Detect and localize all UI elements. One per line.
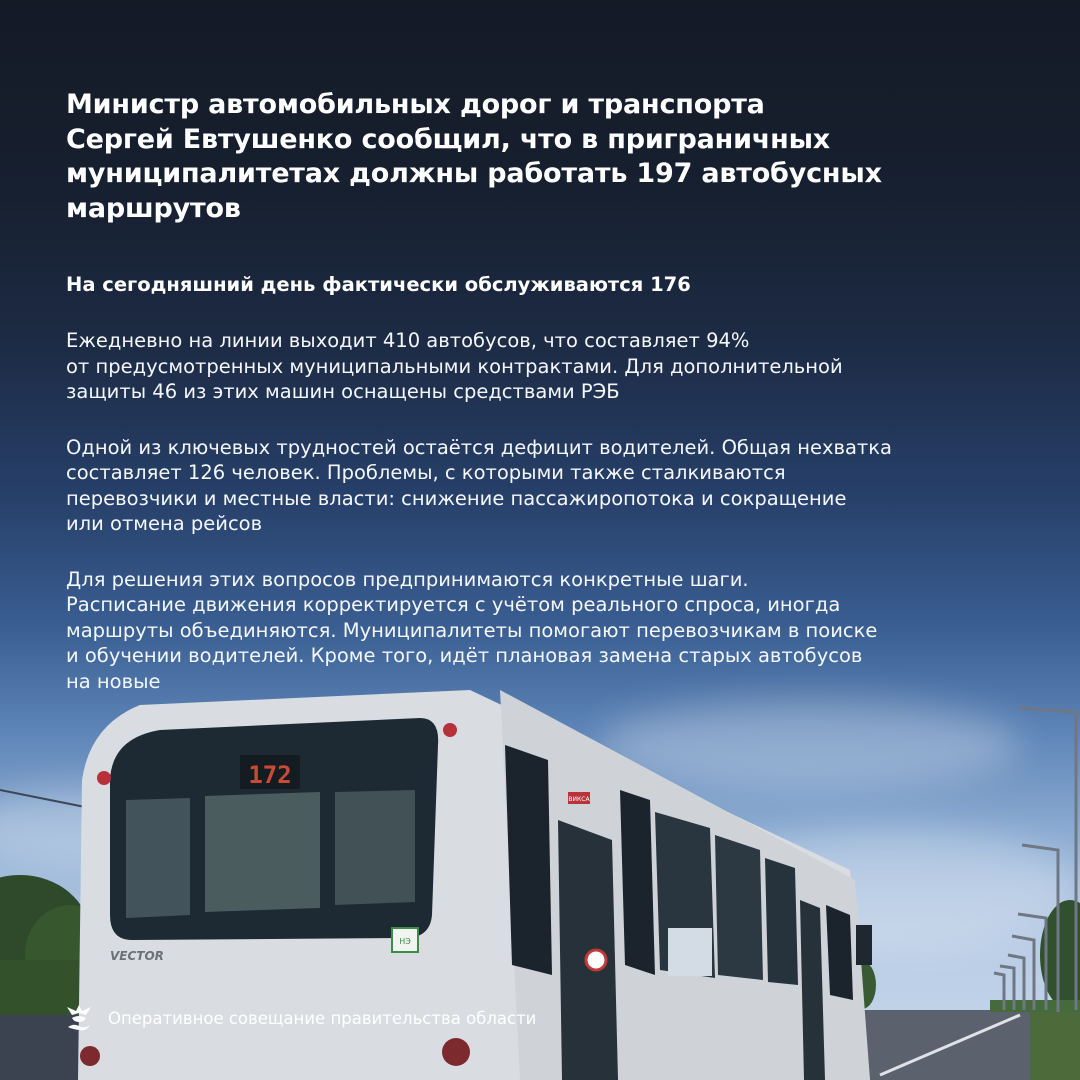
route-card <box>668 928 712 976</box>
route-number-display: 172 <box>248 761 292 789</box>
window-sticker-label: ВИКСА <box>568 796 590 803</box>
bird-emblem-icon <box>64 1003 94 1033</box>
footer-source-label: Оперативное совещание правительства области <box>108 1008 537 1028</box>
paragraph-measures: Для решения этих вопросов предпринимаются конкретные шаги. Расписание движения корректируется с учётом реального спроса, иногда маршруты объединяются. Муниципалитеты помогают перевозчикам в поиске и обучении водителей. Кроме того, идёт плановая замена старых автобусов на новые <box>66 567 878 693</box>
bus-brand-label: VECTOR <box>110 949 164 963</box>
no-entry-sign <box>586 950 606 970</box>
headline: Министр автомобильных дорог и транспорта Сергей Евтушенко сообщил, что в приграничных муниципалитетах должны работать 197 автобусных маршрутов <box>66 89 882 224</box>
lead-statement: На сегодняшний день фактически обслуживаются 176 <box>66 273 691 296</box>
eco-sticker-label: НЭ <box>399 937 411 946</box>
paragraph-drivers: Одной из ключевых трудностей остаётся дефицит водителей. Общая нехватка составляет 126 человек. Проблемы, с которыми также сталкиваются перевозчики и местные власти: снижение пассажиропотока и сокращение или отмена рейсов <box>66 435 893 535</box>
source-footer <box>64 1003 536 1033</box>
text-block <box>66 88 1026 694</box>
paragraph-buses: Ежедневно на линии выходит 410 автобусов, что составляет 94% от предусмотренных муниципальными контрактами. Для дополнительной защиты 46 из этих машин оснащены средствами РЭБ <box>66 329 843 403</box>
